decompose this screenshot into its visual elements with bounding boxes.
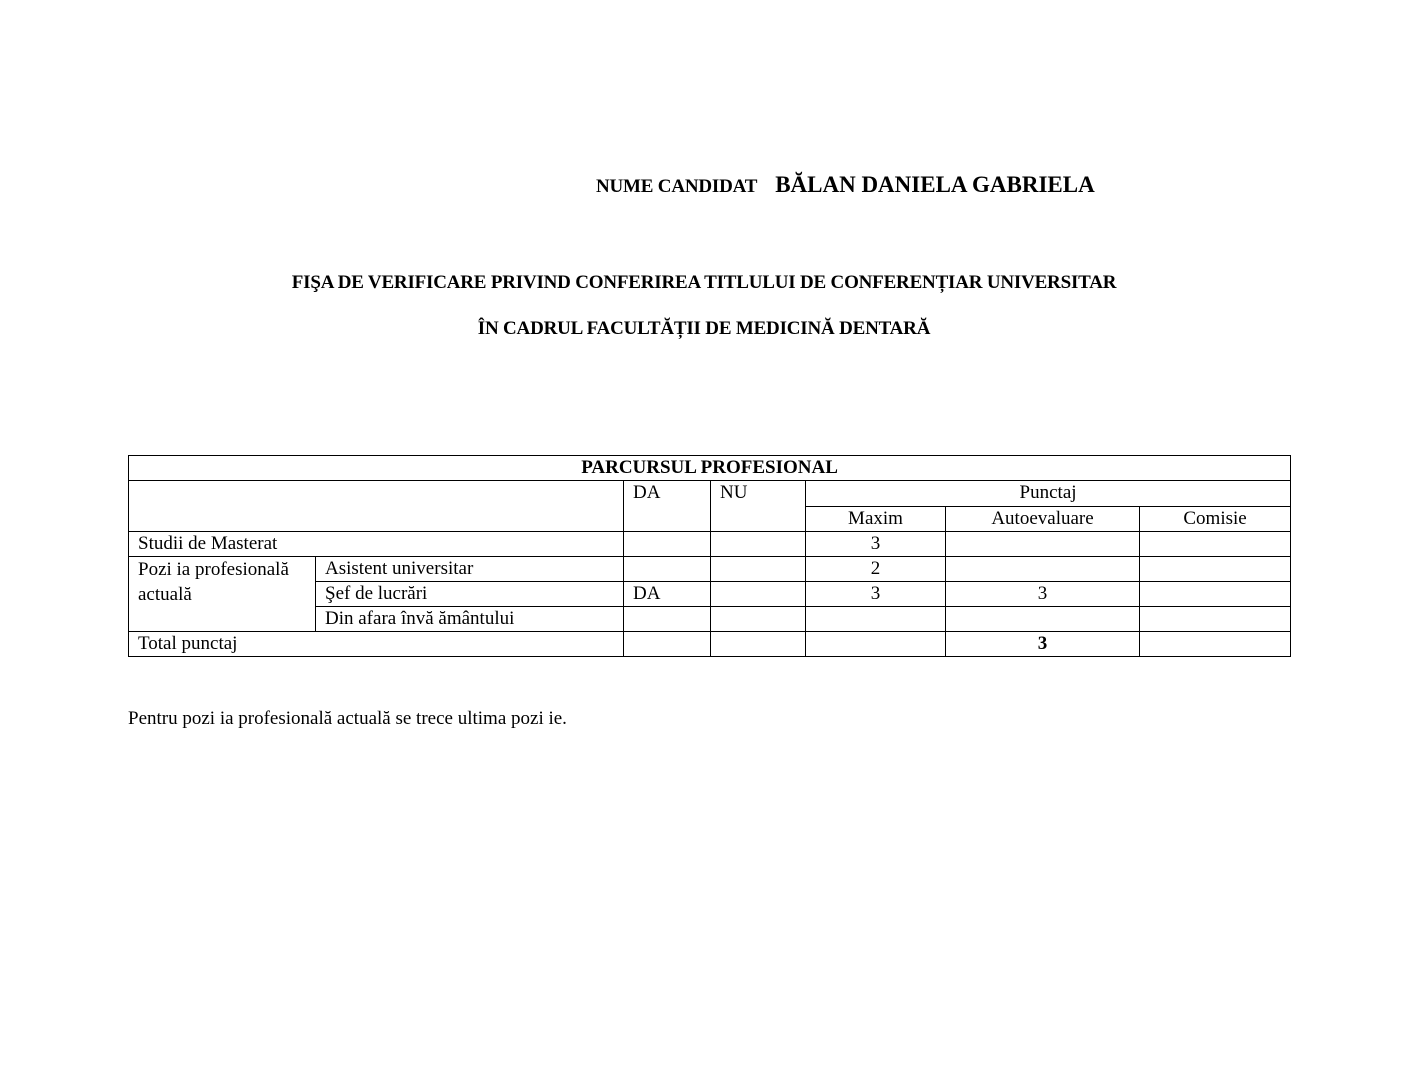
table-caption-row <box>129 456 1291 481</box>
column-header-da: DA <box>624 481 711 532</box>
row-label-total: Total punctaj <box>129 632 624 657</box>
cell-total-nu <box>711 632 806 657</box>
column-header-comisie: Comisie <box>1140 506 1291 532</box>
table-header-row <box>129 481 1291 507</box>
cell-total-maxim <box>806 632 946 657</box>
cell-masterat-comisie <box>1140 532 1291 557</box>
footnote: Pentru pozi ia profesională actuală se trece ultima pozi ie. <box>128 708 567 729</box>
row-label-din-afara: Din afara învă ământului <box>316 607 624 632</box>
cell-sef-lucrari-comisie <box>1140 582 1291 607</box>
table-row-total <box>129 632 1291 657</box>
row-label-masterat: Studii de Masterat <box>129 532 624 557</box>
candidate-name: BĂLAN DANIELA GABRIELA <box>775 172 1095 197</box>
cell-asistent-da <box>624 557 711 582</box>
cell-din-afara-nu <box>711 607 806 632</box>
cell-masterat-da <box>624 532 711 557</box>
candidate-line <box>596 172 1095 198</box>
row-group-label-position: Pozi ia profesională actuală <box>129 557 316 632</box>
cell-asistent-comisie <box>1140 557 1291 582</box>
cell-sef-lucrari-maxim: 3 <box>806 582 946 607</box>
document-title-line-2: ÎN CADRUL FACULTĂȚII DE MEDICINĂ DENTARĂ <box>477 318 931 339</box>
column-header-punctaj: Punctaj <box>806 481 1291 507</box>
cell-asistent-nu <box>711 557 806 582</box>
column-header-autoevaluare: Autoevaluare <box>946 506 1140 532</box>
document-title-line-1: FIŞA DE VERIFICARE PRIVIND CONFERIREA TITLULUI DE CONFERENȚIAR UNIVERSITAR <box>291 272 1117 293</box>
candidate-label: NUME CANDIDAT <box>596 176 758 197</box>
cell-masterat-autoevaluare <box>946 532 1140 557</box>
cell-masterat-nu <box>711 532 806 557</box>
table-caption: PARCURSUL PROFESIONAL <box>129 456 1291 481</box>
table-row-masterat <box>129 532 1291 557</box>
cell-sef-lucrari-da: DA <box>624 582 711 607</box>
column-header-nu: NU <box>711 481 806 532</box>
cell-total-da <box>624 632 711 657</box>
evaluation-table <box>128 455 1291 657</box>
cell-total-autoevaluare: 3 <box>946 632 1140 657</box>
cell-sef-lucrari-nu <box>711 582 806 607</box>
cell-din-afara-da <box>624 607 711 632</box>
row-label-sef-lucrari: Şef de lucrări <box>316 582 624 607</box>
cell-asistent-maxim: 2 <box>806 557 946 582</box>
cell-total-comisie <box>1140 632 1291 657</box>
cell-asistent-autoevaluare <box>946 557 1140 582</box>
table-row-asistent <box>129 557 1291 582</box>
cell-din-afara-maxim <box>806 607 946 632</box>
cell-masterat-maxim: 3 <box>806 532 946 557</box>
cell-din-afara-comisie <box>1140 607 1291 632</box>
column-header-maxim: Maxim <box>806 506 946 532</box>
cell-sef-lucrari-autoevaluare: 3 <box>946 582 1140 607</box>
row-label-asistent: Asistent universitar <box>316 557 624 582</box>
cell-din-afara-autoevaluare <box>946 607 1140 632</box>
header-blank-cell <box>129 481 624 532</box>
